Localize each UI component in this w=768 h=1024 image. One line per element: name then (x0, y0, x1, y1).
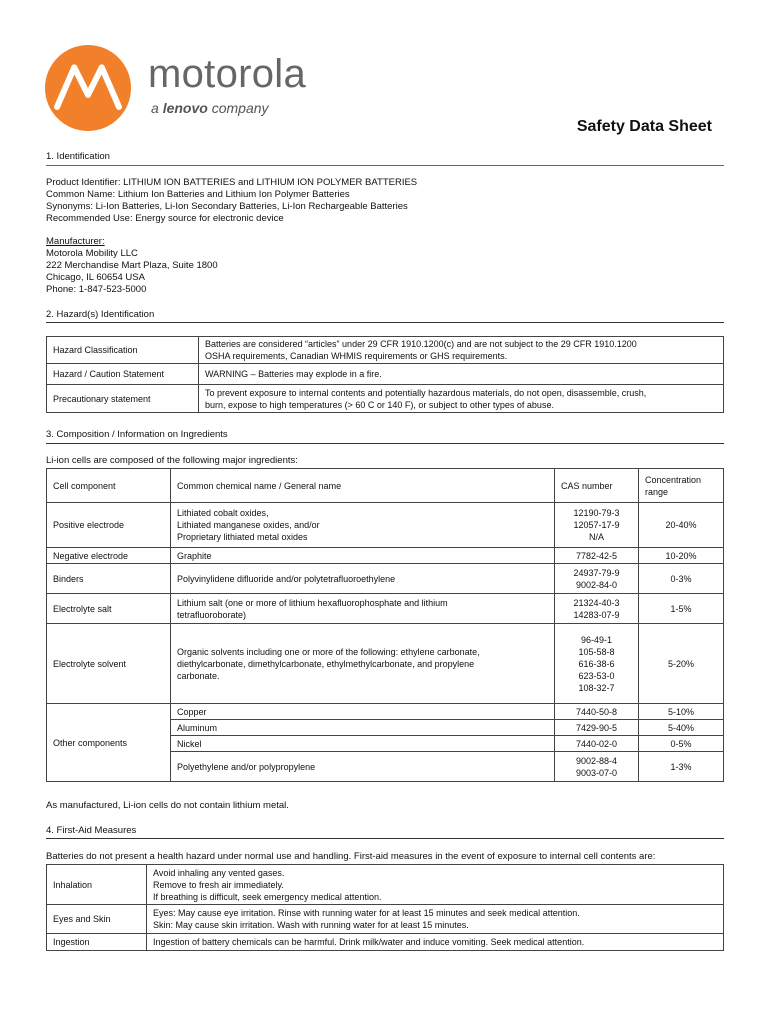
motorola-batwing-logo (45, 45, 131, 131)
manufacturer-label: Manufacturer: (46, 236, 105, 247)
header-cell-cas: CAS number (555, 469, 639, 503)
section-2-heading: 2. Hazard(s) Identification (46, 309, 155, 320)
concentration-cell: 1-5% (639, 594, 724, 624)
section-divider (46, 838, 724, 839)
product-identifier: Product Identifier: LITHIUM ION BATTERIES and LITHIUM ION POLYMER BATTERIES (46, 177, 418, 188)
header-cell-name: Common chemical name / General name (171, 469, 555, 503)
concentration-cell: 0-5% (639, 736, 724, 752)
concentration-cell: 5-20% (639, 624, 724, 704)
first-aid-row (47, 905, 724, 934)
composition-intro: Li-ion cells are composed of the following major ingredients: (46, 455, 298, 466)
hazard-label: Hazard / Caution Statement (47, 364, 199, 385)
concentration-cell: 5-10% (639, 704, 724, 720)
chemical-name-cell: Polyethylene and/or polypropylene (171, 752, 555, 782)
concentration-cell: 10-20% (639, 548, 724, 564)
document-title: Safety Data Sheet (576, 118, 712, 135)
composition-table (46, 468, 724, 782)
section-divider (46, 165, 724, 166)
first-aid-table (46, 864, 724, 951)
chemical-name-cell: Lithiated cobalt oxides, Lithiated manganese oxides, and/or Proprietary lithiated metal oxides (171, 503, 555, 548)
hazard-label: Hazard Classification (47, 337, 199, 364)
hazard-row (47, 337, 724, 364)
synonyms: Synonyms: Li-Ion Batteries, Li-Ion Secondary Batteries, Li-Ion Rechargeable Batteries (46, 201, 408, 212)
hazard-text: Batteries are considered “articles” under 29 CFR 1910.1200(c) and are not subject to the 29 CFR 1910.1200 OSHA requirements, Canadian WHMIS requirements or GHS requirements. (199, 337, 724, 364)
hazard-row (47, 364, 724, 385)
composition-row (47, 704, 724, 720)
recommended-use: Recommended Use: Energy source for electronic device (46, 213, 284, 224)
brand-name: motorola (148, 52, 307, 96)
first-aid-instructions: Ingestion of battery chemicals can be harmful. Drink milk/water and induce vomiting. Seek medical attention. (147, 934, 724, 951)
header-cell-concentration: Concentration range (639, 469, 724, 503)
cas-cell: 7429-90-5 (555, 720, 639, 736)
concentration-cell: 0-3% (639, 564, 724, 594)
section-4-heading: 4. First-Aid Measures (46, 825, 137, 836)
concentration-cell: 20-40% (639, 503, 724, 548)
composition-row (47, 624, 724, 704)
chemical-name-cell: Nickel (171, 736, 555, 752)
common-name: Common Name: Lithium Ion Batteries and Lithium Ion Polymer Batteries (46, 189, 350, 200)
composition-row (47, 548, 724, 564)
component-cell: Other components (47, 704, 171, 782)
chemical-name-cell: Organic solvents including one or more of the following: ethylene carbonate, diethylcarbonate, dimethylcarbonate, ethylmethylcarbonate, and propylene carbonate. (171, 624, 555, 704)
header-cell-component: Cell component (47, 469, 171, 503)
composition-row (47, 594, 724, 624)
chemical-name-cell: Aluminum (171, 720, 555, 736)
cas-cell: 24937-79-9 9002-84-0 (555, 564, 639, 594)
manufacturer-name: Motorola Mobility LLC (46, 248, 138, 259)
composition-row (47, 564, 724, 594)
component-cell: Electrolyte solvent (47, 624, 171, 704)
first-aid-intro: Batteries do not present a health hazard under normal use and handling. First-aid measures in the event of exposure to internal cell contents are: (46, 851, 656, 862)
chemical-name-cell: Graphite (171, 548, 555, 564)
manufacturer-address-1: 222 Merchandise Mart Plaza, Suite 1800 (46, 260, 218, 271)
exposure-route-label: Ingestion (47, 934, 147, 951)
cas-cell: 21324-40-3 14283-07-9 (555, 594, 639, 624)
first-aid-row (47, 865, 724, 905)
component-cell: Binders (47, 564, 171, 594)
section-divider (46, 322, 724, 323)
composition-note: As manufactured, Li-ion cells do not contain lithium metal. (46, 800, 289, 811)
section-1-heading: 1. Identification (46, 151, 110, 162)
first-aid-instructions: Avoid inhaling any vented gases. Remove to fresh air immediately. If breathing is difficult, seek emergency medical attention. (147, 865, 724, 905)
exposure-route-label: Inhalation (47, 865, 147, 905)
chemical-name-cell: Polyvinylidene difluoride and/or polytetrafluoroethylene (171, 564, 555, 594)
cas-cell: 96-49-1 105-58-8 616-38-6 623-53-0 108-32-7 (555, 624, 639, 704)
section-divider (46, 443, 724, 444)
manufacturer-address-2: Chicago, IL 60654 USA (46, 272, 145, 283)
component-cell: Negative electrode (47, 548, 171, 564)
manufacturer-phone: Phone: 1-847-523-5000 (46, 284, 147, 295)
hazard-text: WARNING – Batteries may explode in a fire. (199, 364, 724, 385)
chemical-name-cell: Lithium salt (one or more of lithium hexafluorophosphate and lithium tetrafluoroborate) (171, 594, 555, 624)
composition-header-row (47, 469, 724, 503)
hazard-table (46, 336, 724, 413)
chemical-name-cell: Copper (171, 704, 555, 720)
hazard-row (47, 385, 724, 413)
concentration-cell: 1-3% (639, 752, 724, 782)
cas-cell: 9002-88-4 9003-07-0 (555, 752, 639, 782)
hazard-text: To prevent exposure to internal contents and potentially hazardous materials, do not open, disassemble, crush, burn, expose to high temperatures (> 60 C or 140 F), or subject to other types of abuse. (199, 385, 724, 413)
brand-tagline: a lenovo company (151, 100, 269, 116)
hazard-label: Precautionary statement (47, 385, 199, 413)
composition-row (47, 503, 724, 548)
section-3-heading: 3. Composition / Information on Ingredients (46, 429, 228, 440)
cas-cell: 7782-42-5 (555, 548, 639, 564)
first-aid-instructions: Eyes: May cause eye irritation. Rinse with running water for at least 15 minutes and seek medical attention. Skin: May cause skin irritation. Wash with running water for at least 15 minutes. (147, 905, 724, 934)
component-cell: Positive electrode (47, 503, 171, 548)
cas-cell: 12190-79-3 12057-17-9 N/A (555, 503, 639, 548)
cas-cell: 7440-02-0 (555, 736, 639, 752)
concentration-cell: 5-40% (639, 720, 724, 736)
component-cell: Electrolyte salt (47, 594, 171, 624)
first-aid-row (47, 934, 724, 951)
cas-cell: 7440-50-8 (555, 704, 639, 720)
exposure-route-label: Eyes and Skin (47, 905, 147, 934)
